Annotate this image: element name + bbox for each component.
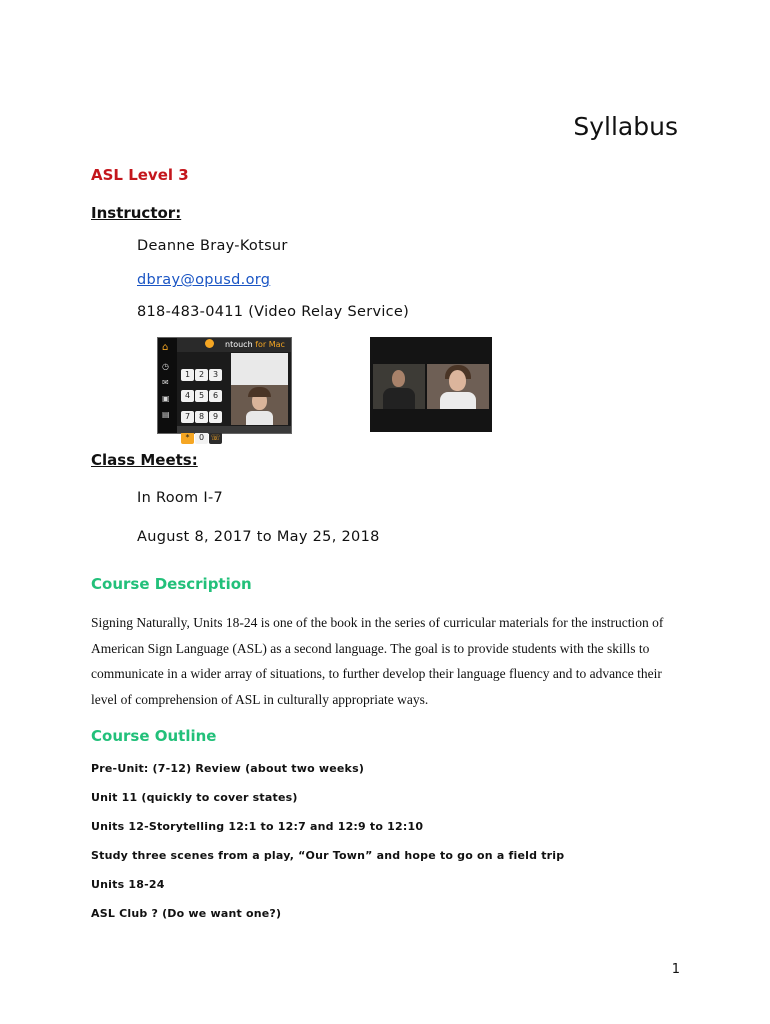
outline-item: Pre-Unit: (7-12) Review (about two weeks)	[91, 762, 365, 775]
mail-icon: ✉	[162, 378, 169, 387]
person-face	[392, 370, 405, 387]
outline-item: Units 12-Storytelling 12:1 to 12:7 and 12:9 to 12:10	[91, 820, 424, 833]
class-room: In Room I-7	[137, 490, 224, 506]
class-meets-heading: Class Meets:	[91, 451, 198, 469]
outline-item: Units 18-24	[91, 878, 165, 891]
call-key-icon: ☏	[210, 433, 221, 442]
key: 4	[181, 390, 194, 402]
app-sidebar	[158, 338, 177, 433]
dial-keypad	[181, 362, 229, 446]
instructor-heading: Instructor:	[91, 204, 182, 222]
course-outline-heading: Course Outline	[91, 727, 217, 745]
app-info-panel	[231, 353, 288, 385]
outline-item: ASL Club ? (Do we want one?)	[91, 907, 282, 920]
video-call-image	[370, 337, 492, 432]
class-dates: August 8, 2017 to May 25, 2018	[137, 529, 380, 545]
person-body	[246, 411, 273, 425]
settings-icon: ▤	[162, 410, 170, 419]
videophone-app-image	[157, 337, 292, 442]
key: 0	[195, 432, 208, 444]
instructor-phone: 818-483-0411 (Video Relay Service)	[137, 304, 410, 320]
instructor-email[interactable]	[137, 272, 270, 288]
key: *	[181, 432, 194, 444]
callee-video	[427, 364, 489, 409]
contacts-icon: ▣	[162, 394, 170, 403]
person-face	[449, 370, 466, 391]
course-description-text: Signing Naturally, Units 18-24 is one of the book in the series of curricular materials for the instruction of American Sign Language (ASL) as a second language. The goal is to provide students with the skills to communicate in a wider array of situations, to further develop their language fluency and to advance their level of comprehension of ASL in culturally appropriate ways.	[91, 615, 664, 707]
history-icon: ◷	[162, 362, 169, 371]
app-titlebar	[177, 338, 291, 352]
person-hair	[248, 387, 271, 397]
person-body	[440, 392, 476, 409]
key: 9	[209, 411, 222, 423]
caller-video	[373, 364, 425, 409]
course-name: ASL Level 3	[91, 166, 189, 184]
document-title: Syllabus	[573, 112, 678, 141]
brand-logo-icon	[205, 339, 214, 348]
key: 5	[195, 390, 208, 402]
outline-item: Unit 11 (quickly to cover states)	[91, 791, 298, 804]
home-icon: ⌂	[162, 342, 169, 353]
course-description-heading: Course Description	[91, 575, 252, 593]
key: 7	[181, 411, 194, 423]
key: 2	[195, 369, 208, 381]
instructor-name: Deanne Bray-Kotsur	[137, 238, 288, 254]
outline-item: Study three scenes from a play, “Our Town” and hope to go on a field trip	[91, 849, 565, 862]
key: 8	[195, 411, 208, 423]
app-brand: ntouch for Mac	[225, 340, 285, 349]
person-body	[383, 388, 415, 409]
key: 1	[181, 369, 194, 381]
email-link[interactable]: dbray@opusd.org	[137, 272, 271, 288]
app-statusbar	[177, 426, 291, 433]
app-video-preview	[231, 385, 288, 425]
key: 3	[209, 369, 222, 381]
page-number: 1	[671, 962, 680, 977]
key: 6	[209, 390, 222, 402]
